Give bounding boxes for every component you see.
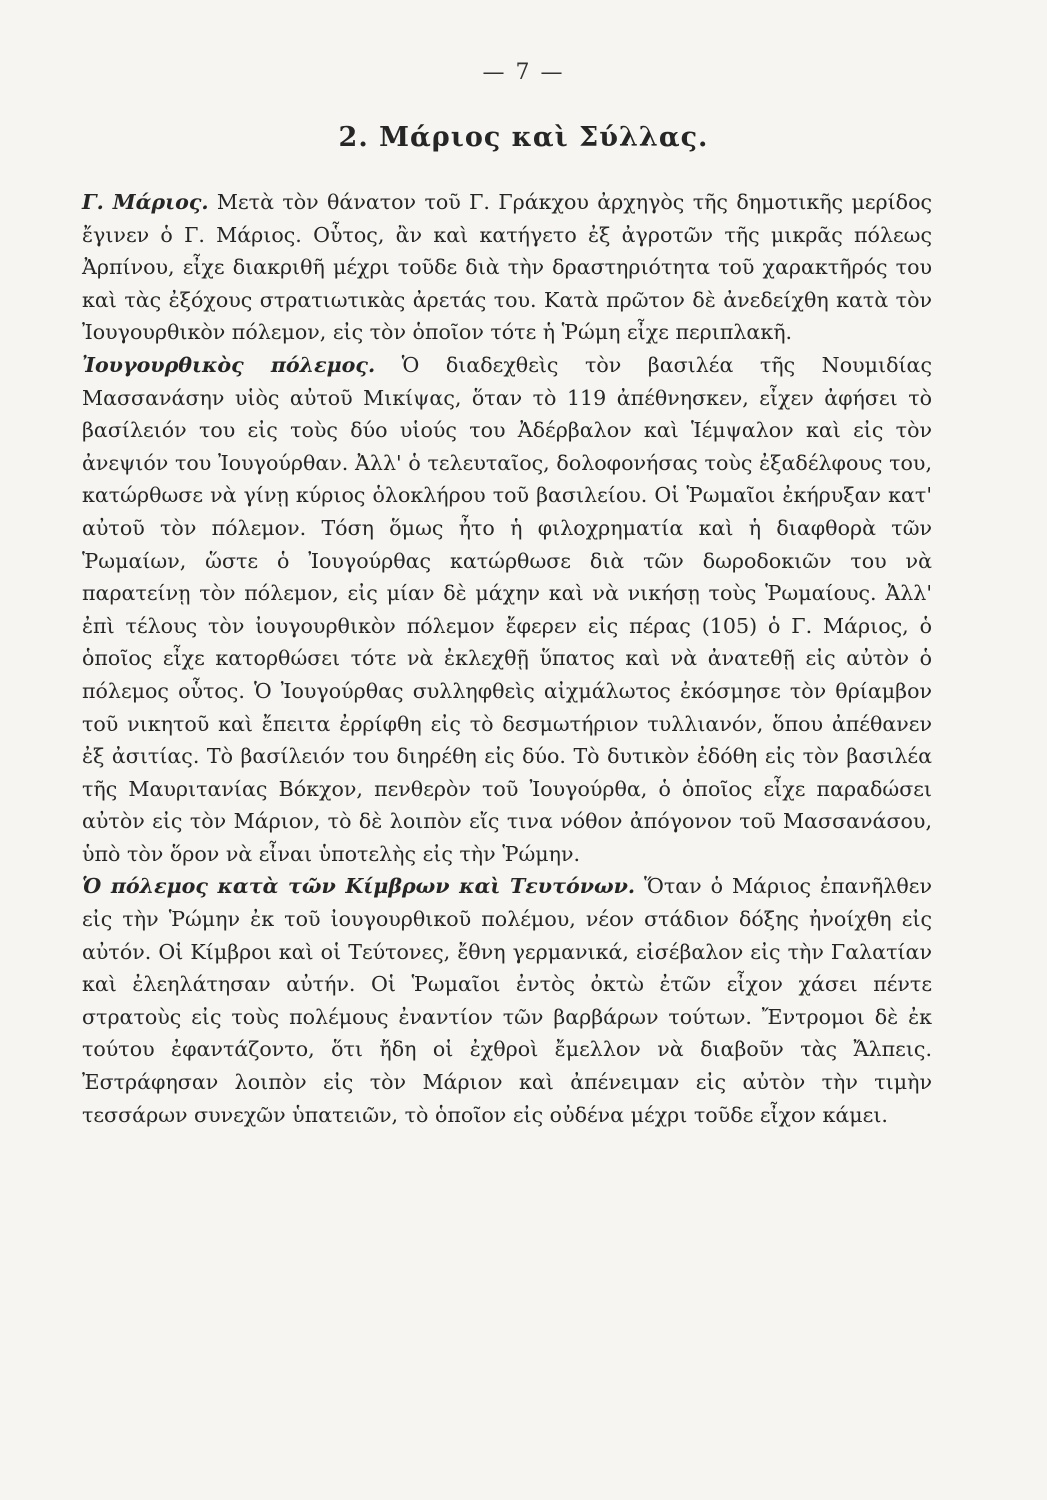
paragraph-cimbri-teutones-war [82, 870, 932, 1131]
paragraph-marius [82, 186, 932, 349]
section-text-cimbri-teutones-war: Ὅταν ὁ Μάριος ἐπανῆλθεν εἰς τὴν Ῥώμην ἐκ τοῦ ἰουγουρθικοῦ πολέμου, νέον στάδιον δόξης ἠνοίχθη εἰς αὐτόν. Οἱ Κίμβροι καὶ οἱ Τεύτονες, ἔθνη γερμανικά, εἰσέβαλον εἰς τὴν Γαλατίαν καὶ ἐλεηλάτησαν αὐτήν. Οἱ Ῥωμαῖοι ἐντὸς ὀκτὼ ἐτῶν εἶχον χάσει πέντε στρατοὺς εἰς τοὺς πολέμους ἐναντίον τῶν βαρβάρων τούτων. Ἔντρομοι δὲ ἐκ τούτου ἐφαντάζοντο, ὅτι ἤδη οἱ ἐχθροὶ ἔμελλον νὰ διαβοῦν τὰς Ἄλπεις. Ἐστράφησαν λοιπὸν εἰς τὸν Μάριον καὶ ἀπένειμαν εἰς αὐτὸν τὴν τιμὴν τεσσάρων συνεχῶν ὑπατειῶν, τὸ ὁποῖον εἰς οὐδένα μέχρι τοῦδε εἶχον κάμει. [82, 874, 932, 1127]
page-number: — 7 — [482, 60, 565, 85]
section-heading-jugurthine-war: Ἰουγουρθικὸς πόλεμος. [82, 352, 376, 377]
paragraph-jugurthine-war [82, 349, 932, 871]
section-heading-cimbri-teutones-war: Ὁ πόλεμος κατὰ τῶν Κίμβρων καὶ Τευτόνων. [82, 874, 636, 899]
chapter-title: 2. Μάριος καὶ Σύλλας. [338, 122, 709, 153]
body-text [82, 186, 932, 1131]
section-text-jugurthine-war: Ὁ διαδεχθεὶς τὸν βασιλέα τῆς Νουμιδίας Μασσανάσην υἱὸς αὐτοῦ Μικίψας, ὅταν τὸ 119 ἀπέθνησκεν, εἶχεν ἀφήσει τὸ βασίλειόν του εἰς τοὺς δύο υἱούς του Ἀδέρβαλον καὶ Ἱέμψαλον καὶ εἰς τὸν ἀνεψιόν του Ἰουγούρθαν. Ἀλλ' ὁ τελευταῖος, δολοφονήσας τοὺς ἐξαδέλφους του, κατώρθωσε νὰ γίνῃ κύριος ὁλοκλήρου τοῦ βασιλείου. Οἱ Ῥωμαῖοι ἐκήρυξαν κατ' αὐτοῦ τὸν πόλεμον. Τόση ὅμως ἦτο ἡ φιλοχρηματία καὶ ἡ διαφθορὰ τῶν Ῥωμαίων, ὥστε ὁ Ἰουγούρθας κατώρθωσε διὰ τῶν δωροδοκιῶν του νὰ παρατείνῃ τὸν πόλεμον, εἰς μίαν δὲ μάχην καὶ νὰ νικήσῃ τοὺς Ῥωμαίους. Ἀλλ' ἐπὶ τέλους τὸν ἰουγουρθικὸν πόλεμον ἔφερεν εἰς πέρας (105) ὁ Γ. Μάριος, ὁ ὁποῖος εἶχε κατορθώσει τότε νὰ ἐκλεχθῇ ὕπατος καὶ νὰ ἀνατεθῇ εἰς αὐτὸν ὁ πόλεμος οὗτος. Ὁ Ἰουγούρθας συλληφθεὶς αἰχμάλωτος ἐκόσμησε τὸν θρίαμβον τοῦ νικητοῦ καὶ ἔπειτα ἐρρίφθη εἰς τὸ δεσμωτήριον τυλλιανόν, ὅπου ἀπέθανεν ἐξ ἀσιτίας. Τὸ βασίλειόν του διηρέθη εἰς δύο. Τὸ δυτικὸν ἐδόθη εἰς τὸν βασιλέα τῆς Μαυριτανίας Βόκχον, πενθερὸν τοῦ Ἰουγούρθα, ὁ ὁποῖος εἶχε παραδώσει αὐτὸν εἰς τὸν Μάριον, τὸ δὲ λοιπὸν εἴς τινα νόθον ἀπόγονον τοῦ Μασσανάσου, ὑπὸ τὸν ὅρον νὰ εἶναι ὑποτελὴς εἰς τὴν Ῥώμην. [82, 352, 932, 866]
section-text-marius: Μετὰ τὸν θάνατον τοῦ Γ. Γράκχου ἀρχηγὸς τῆς δημοτικῆς μερίδος ἔγινεν ὁ Γ. Μάριος. Οὗτος, ἂν καὶ κατήγετο ἐξ ἀγροτῶν τῆς μικρᾶς πόλεως Ἀρπίνου, εἶχε διακριθῆ μέχρι τοῦδε διὰ τὴν δραστηριότητα τοῦ χαρακτῆρός του καὶ τὰς ἐξόχους στρατιωτικὰς ἀρετάς του. Κατὰ πρῶτον δὲ ἀνεδείχθη κατὰ τὸν Ἰουγουρθικὸν πόλεμον, εἰς τὸν ὁποῖον τότε ἡ Ῥώμη εἶχε περιπλακῆ. [82, 190, 933, 345]
section-heading-marius: Γ. Μάριος. [82, 190, 209, 214]
